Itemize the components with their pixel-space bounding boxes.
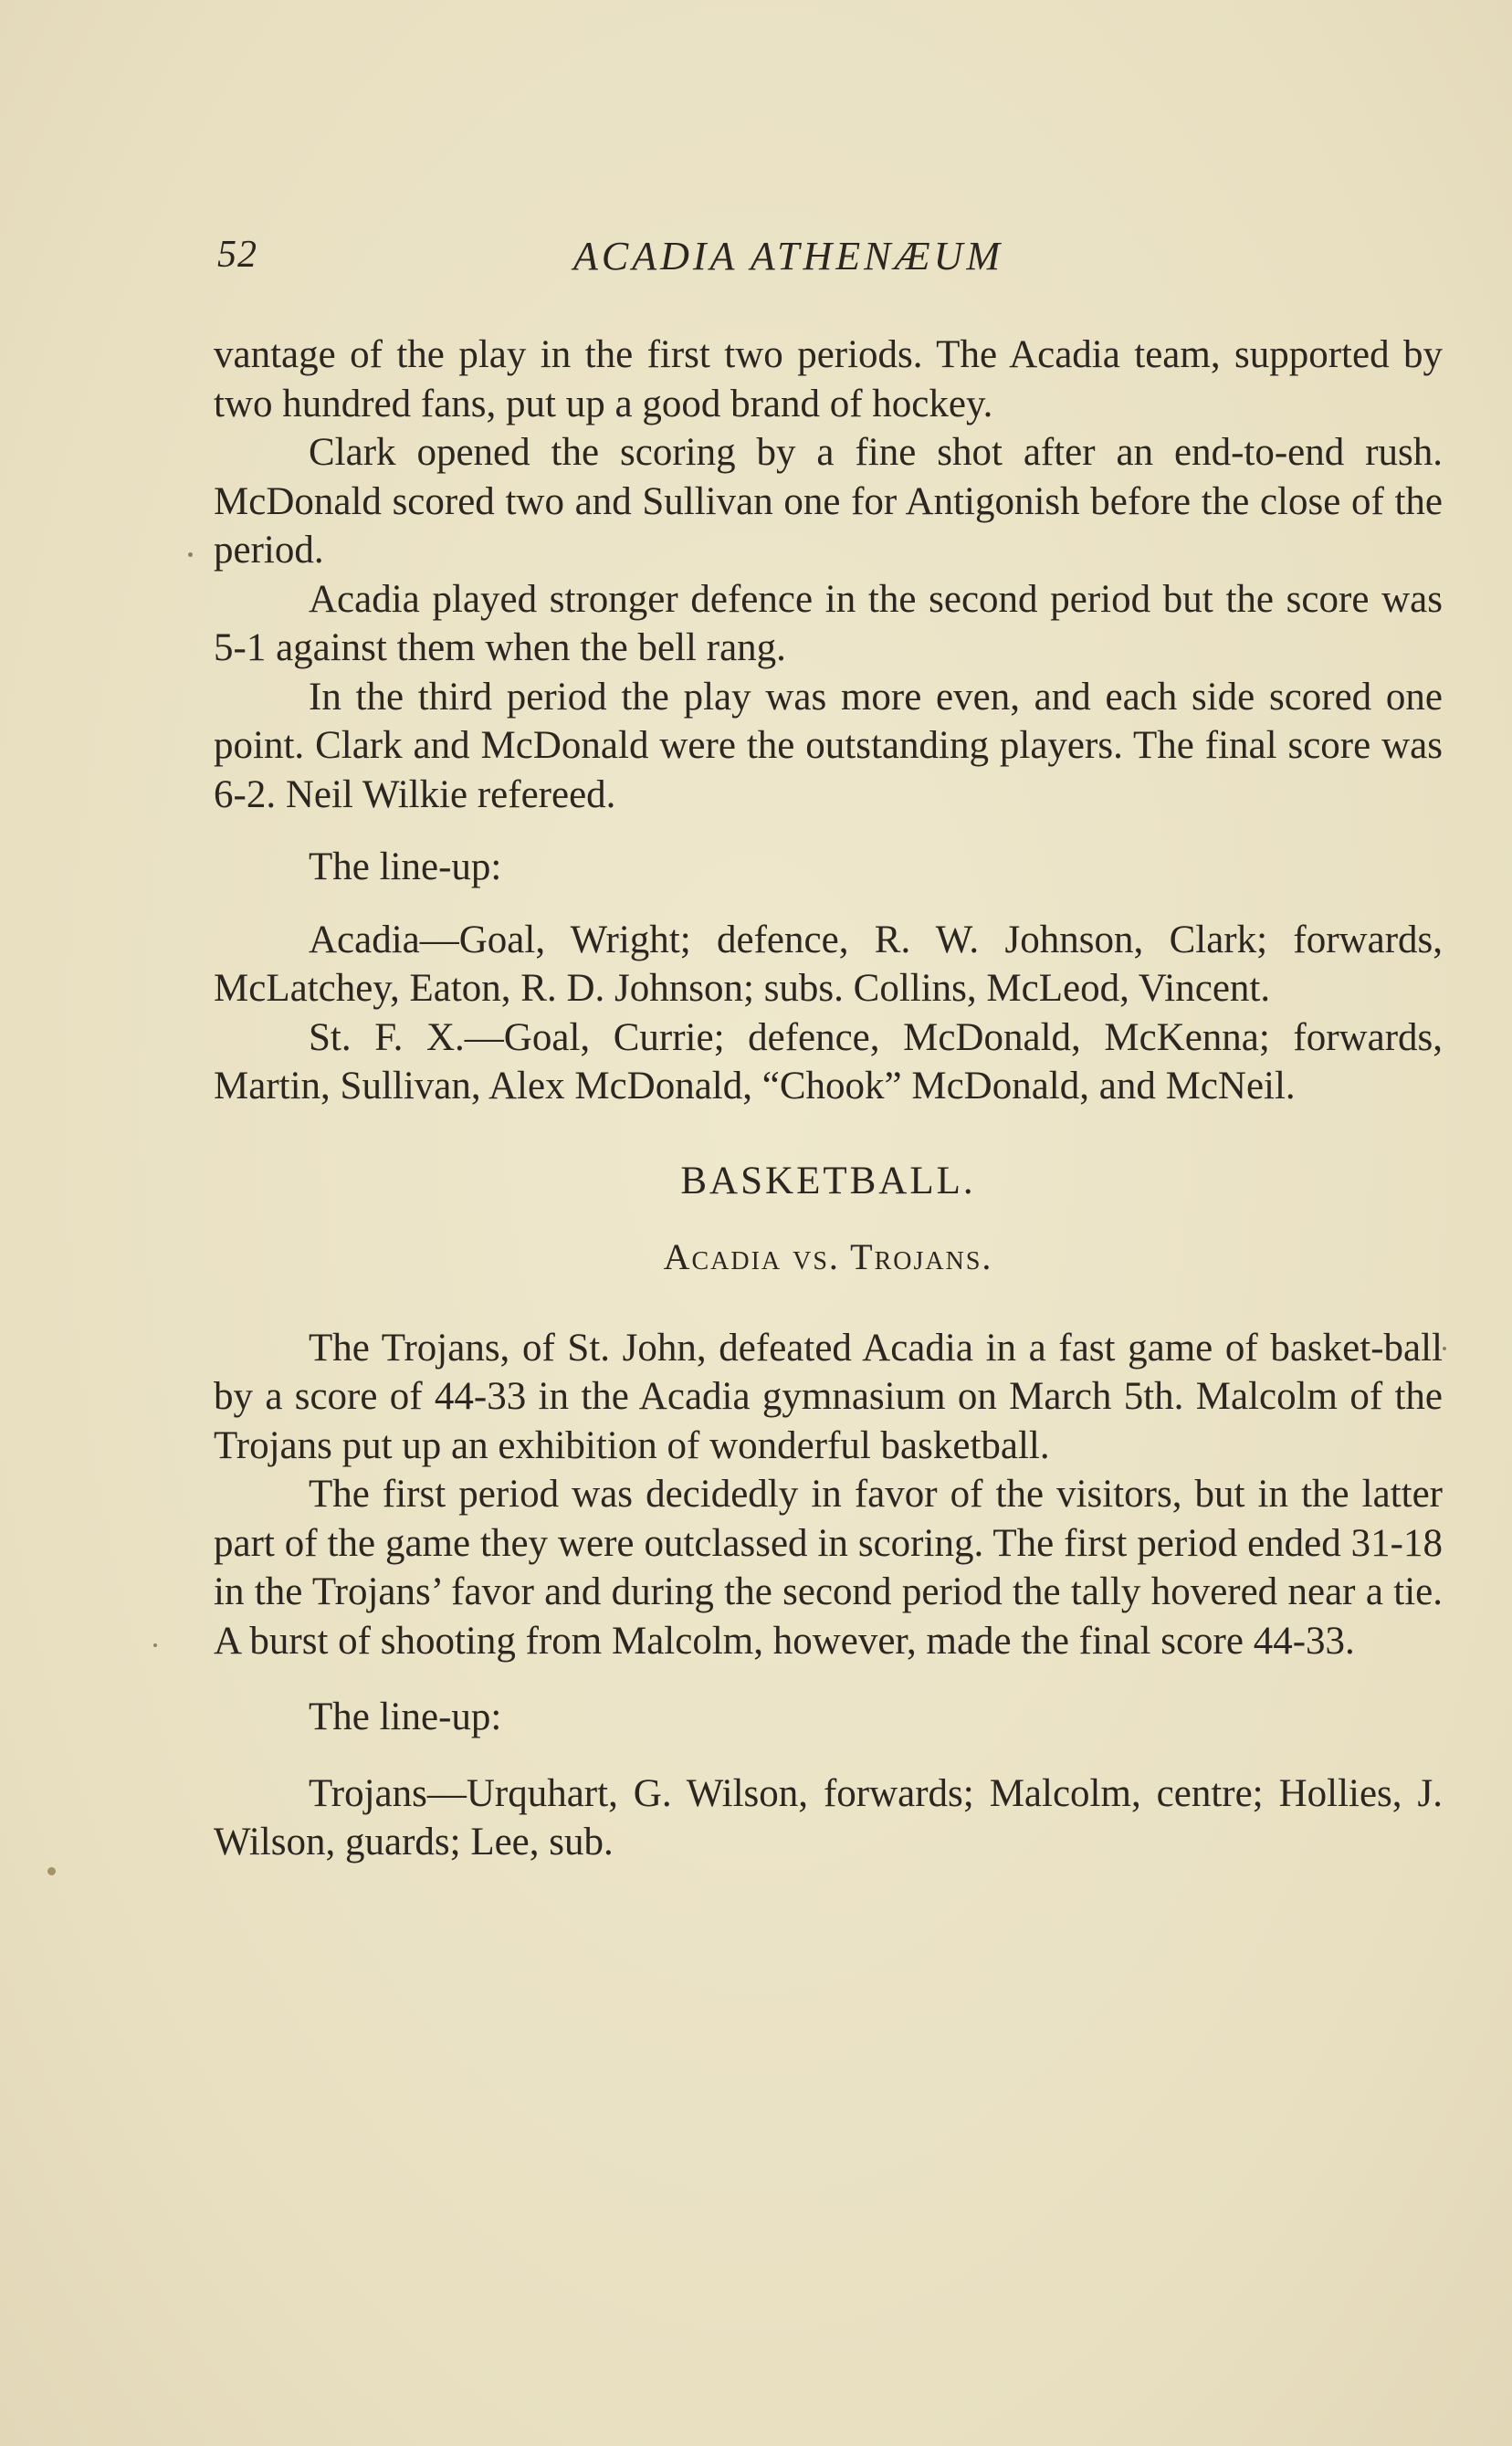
paper-speck — [47, 1867, 56, 1875]
paper-speck — [1443, 1347, 1446, 1350]
lineup-trojans: Trojans—Urquhart, G. Wilson, forwards; Malcolm, centre; Hollies, J. Wilson, guards; Lee, sub. — [214, 1771, 1443, 1863]
paragraph-first-period: Clark opened the scoring by a fine shot after an end-to-end rush. McDonald scored two and Sullivan one for Antigonish before the close of the period. — [214, 431, 1443, 572]
paragraph-hockey-intro: vantage of the play in the first two periods. The Acadia team, supported by two hundred fans, put up a good brand of hockey. — [214, 333, 1443, 425]
paper-speck — [188, 552, 193, 557]
article-body — [214, 331, 1443, 1867]
paragraph-basketball-periods: The first period was decidedly in favor of the visitors, but in the latter part of the game they were outclassed in scoring. The first period ended 31-18 in the Trojans’ favor and during the second period the tally hovered near a tie. A burst of shooting from Malcolm, however, made the final score 44-33. — [214, 1473, 1443, 1663]
section-subheading: Acadia vs. Trojans. — [663, 1236, 993, 1277]
lineup-acadia: Acadia—Goal, Wright; defence, R. W. Johnson, Clark; forwards, McLatchey, Eaton, R. D. Johnson; subs. Collins, McLeod, Vincent. — [214, 918, 1443, 1010]
lineup-label-basketball: The line-up: — [309, 1695, 502, 1738]
paragraph-second-period: Acadia played stronger defence in the second period but the score was 5-1 against them when the bell rang. — [214, 577, 1443, 669]
paragraph-third-period: In the third period the play was more even, and each side scored one point. Clark and McDonald were the outstanding players. The final score was 6-2. Neil Wilkie refereed. — [214, 675, 1443, 816]
journal-title: ACADIA ATHENÆUM — [573, 234, 1004, 278]
paragraph-basketball-intro: The Trojans, of St. John, defeated Acadia in a fast game of basket-ball by a score of 44-33 in the Acadia gymnasium on March 5th. Malcolm of the Trojans put up an exhibition of wonderful basketball. — [214, 1326, 1443, 1467]
page-number: 52 — [217, 234, 257, 276]
section-heading: BASKETBALL. — [680, 1159, 976, 1202]
paper-speck — [153, 1643, 157, 1647]
lineup-st-fx: St. F. X.—Goal, Currie; defence, McDonald, McKenna; forwards, Martin, Sullivan, Alex McDonald, “Chook” McDonald, and McNeil. — [214, 1015, 1443, 1108]
running-head — [217, 233, 1441, 288]
lineup-label-hockey: The line-up: — [309, 845, 502, 888]
